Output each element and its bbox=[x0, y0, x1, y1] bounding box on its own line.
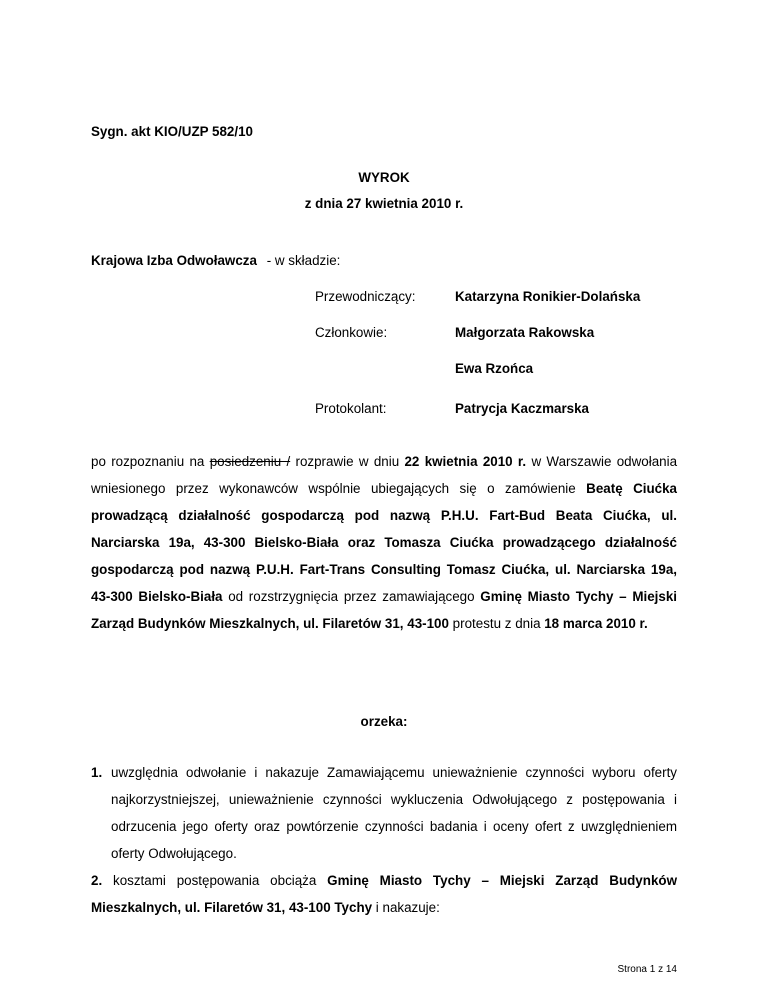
verdict-heading: WYROK bbox=[358, 170, 410, 185]
member-1: Małgorzata Rakowska bbox=[455, 325, 595, 340]
page-number: Strona 1 z 14 bbox=[617, 964, 677, 975]
intro-paragraph: po rozpoznaniu na posiedzeniu / rozprawie w dniu 22 kwietnia 2010 r. w Warszawie odwołania wniesionego przez wykonawców wspólnie ubiegających się o zamówienie Beatę Ciućka prowadzącą działalność gospodarczą pod nazwą P.H.U. Fart-Bud Beata Ciućka, ul. Narciarska 19a, 43-300 Bielsko-Biała oraz Tomasza Ciućka prowadzącego działalność gospodarczą pod nazwą P.U.H. Fart-Trans Consulting Tomasz Ciućka, ul. Narciarska 19a, 43-300 Bielsko-Biała od rozstrzygnięcia przez zamawiającego Gminę Miasto Tychy – Miejski Zarząd Budynków Mieszkalnych, ul. Filaretów 31, 43-100 protestu z dnia 18 marca 2010 r. bbox=[91, 454, 678, 631]
chair-name: Katarzyna Ronikier-Dolańska bbox=[455, 289, 641, 304]
ruling-list bbox=[91, 759, 677, 867]
case-number: Sygn. akt KIO/UZP 582/10 bbox=[91, 124, 253, 139]
struck-text: posiedzeniu / bbox=[209, 454, 291, 469]
hearing-date: 22 kwietnia 2010 r. bbox=[404, 454, 527, 469]
list-item bbox=[91, 759, 677, 867]
item-number: 1. bbox=[91, 765, 103, 780]
member-2: Ewa Rzońca bbox=[455, 361, 534, 376]
verdict-date: z dnia 27 kwietnia 2010 r. bbox=[304, 196, 464, 211]
item-text: uwzględnia odwołanie i nakazuje Zamawiającemu unieważnienie czynności wyboru oferty najkorzystniejszej, unieważnienie czynności wykluczenia Odwołującego z postępowania i odrzucenia jego oferty oraz powtórzenie czynności badania i oceny ofert z uwzględnieniem oferty Odwołującego. bbox=[111, 765, 677, 861]
item-number: 2. bbox=[91, 873, 103, 888]
ruling-item-2: 2. kosztami postępowania obciąża Gminę Miasto Tychy – Miejski Zarząd Budynków Mieszkalnych, ul. Filaretów 31, 43-100 Tychy i nakazuje: bbox=[91, 873, 677, 915]
clerk-label: Protokolant: bbox=[315, 401, 387, 416]
composition-label: - w składzie: bbox=[266, 253, 341, 268]
chamber-name: Krajowa Izba Odwoławcza bbox=[91, 253, 257, 268]
costs-party: Gminę Miasto Tychy – Miejski Zarząd Budynków Mieszkalnych, ul. Filaretów 31, 43-100 Tychy bbox=[91, 873, 677, 915]
contracting-authority: Gminę Miasto Tychy – Miejski Zarząd Budynków Mieszkalnych, ul. Filaretów 31, 43-100 bbox=[91, 589, 677, 631]
appellants: Beatę Ciućka prowadzącą działalność gospodarczą pod nazwą P.H.U. Fart-Bud Beata Ciućka, ul. Narciarska 19a, 43-300 Bielsko-Biała oraz Tomasza Ciućka prowadzącego działalność gospodarczą pod nazwą P.U.H. Fart-Trans Consulting Tomasz Ciućka, ul. Narciarska 19a, 43-300 Bielsko-Biała bbox=[91, 481, 677, 604]
chair-label: Przewodniczący: bbox=[315, 289, 416, 304]
clerk-name: Patrycja Kaczmarska bbox=[455, 401, 589, 416]
protest-date: 18 marca 2010 r. bbox=[544, 616, 648, 631]
chamber-line bbox=[91, 253, 340, 268]
members-label: Członkowie: bbox=[315, 325, 388, 340]
ruling-heading: orzeka: bbox=[360, 714, 408, 729]
